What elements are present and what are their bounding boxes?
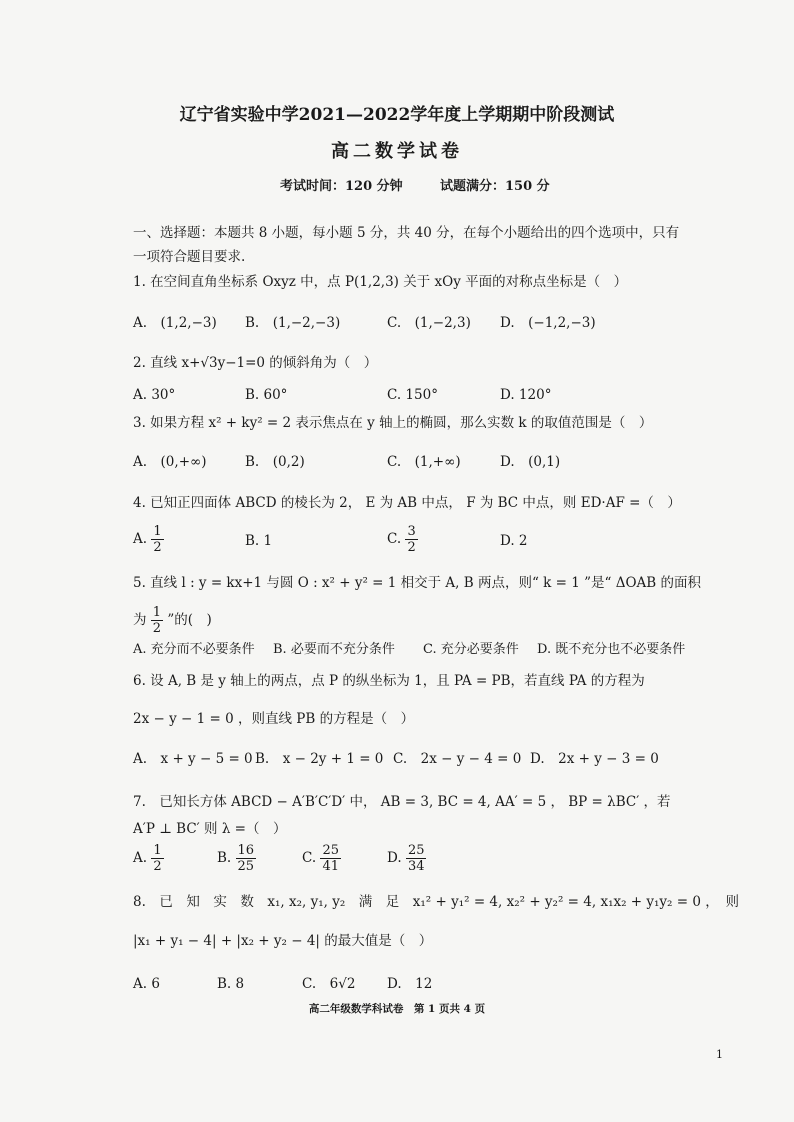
question-5-stem-line2	[133, 604, 212, 636]
page-footer: 高二年级数学科试卷 第 1 页共 4 页	[308, 1003, 486, 1015]
fraction	[320, 843, 341, 874]
question-8-stem-line2: |x₁ + y₁ − 4| + |x₂ + y₂ − 4| 的最大值是（ ）	[133, 933, 433, 949]
fraction-numerator: 3	[407, 524, 416, 539]
question-8-option-d: D. 12	[387, 976, 433, 992]
question-8-option-a: A. 6	[133, 976, 160, 992]
question-6-option-a: A. x + y − 5 = 0	[133, 751, 253, 767]
fraction	[405, 524, 417, 555]
fraction-denominator: 2	[407, 540, 416, 555]
question-7-option-d	[387, 843, 426, 874]
question-7-option-a	[133, 843, 164, 874]
option-label: D.	[387, 850, 402, 866]
fraction-denominator: 2	[152, 621, 162, 636]
fraction-denominator: 25	[237, 859, 255, 874]
question-3-option-a: A. (0,+∞)	[133, 454, 207, 470]
question-6-option-d: D. 2x + y − 3 = 0	[530, 751, 659, 767]
option-label: C.	[387, 531, 402, 547]
exam-score: 试题满分：150 分	[440, 179, 550, 194]
question-5-option-c: C. 充分必要条件	[423, 642, 519, 657]
fraction-numerator: 25	[407, 843, 425, 858]
question-7-option-b	[217, 843, 256, 874]
fraction-denominator: 2	[153, 859, 162, 874]
question-4-option-a	[133, 524, 164, 555]
stem-text: 为	[133, 612, 147, 628]
fraction	[151, 524, 163, 555]
question-6-stem-line2: 2x − y − 1 = 0 ，则直线 PB 的方程是（ ）	[133, 711, 415, 727]
section-intro-line1: 一、选择题：本题共 8 小题，每小题 5 分，共 40 分，在每个小题给出的四个选项中，只有	[133, 225, 680, 241]
question-3-stem: 3. 如果方程 x² + ky² = 2 表示焦点在 y 轴上的椭圆，那么实数 k 的取值范围是（ ）	[133, 415, 653, 431]
question-7-option-c	[302, 843, 341, 874]
option-label: A.	[133, 531, 148, 547]
question-6-option-c: C. 2x − y − 4 = 0	[393, 751, 522, 767]
stem-text: ”的( )	[167, 612, 212, 628]
question-3-option-d: D. (0,1)	[500, 454, 561, 470]
question-5-stem-line1: 5. 直线 l : y = kx+1 与圆 O : x² + y² = 1 相交于 A, B 两点，则“ k = 1 ”是“ ΔOAB 的面积	[133, 575, 701, 591]
question-2-stem: 2. 直线 x+√3y−1=0 的倾斜角为（ ）	[133, 355, 378, 371]
fraction-denominator: 2	[153, 540, 162, 555]
fraction-numerator: 25	[322, 843, 339, 858]
question-7-stem-line1: 7. 已知长方体 ABCD − A′B′C′D′ 中， AB = 3, BC = 4, AA′ = 5 ， BP = λBC′ ，若	[133, 794, 671, 810]
option-label: B.	[217, 850, 232, 866]
question-3-option-b: B. (0,2)	[245, 454, 305, 470]
fraction	[151, 605, 163, 636]
page-number: 1	[716, 1048, 723, 1061]
fraction-denominator: 34	[407, 859, 425, 874]
question-2-option-b: B. 60°	[245, 387, 288, 403]
question-7-stem-line2: A′P ⊥ BC′ 则 λ =（ ）	[133, 821, 287, 837]
question-1-option-c: C. (1,−2,3)	[387, 315, 471, 331]
question-4-option-b: B. 1	[245, 533, 273, 549]
fraction	[406, 843, 427, 874]
option-label: A.	[133, 850, 148, 866]
exam-time: 考试时间：120 分钟	[280, 179, 403, 194]
question-5-option-d: D. 既不充分也不必要条件	[537, 642, 686, 657]
fraction-numerator: 16	[237, 843, 255, 858]
question-5-option-a: A. 充分而不必要条件	[133, 642, 255, 657]
fraction-numerator: 1	[153, 843, 162, 858]
question-2-option-a: A. 30°	[133, 387, 176, 403]
fraction	[236, 843, 257, 874]
question-8-option-b: B. 8	[217, 976, 245, 992]
exam-subtitle: 高二数学试卷	[331, 141, 463, 162]
fraction-denominator: 41	[322, 859, 339, 874]
question-1-option-d: D. (−1,2,−3)	[500, 315, 596, 331]
question-4-option-c	[387, 524, 418, 555]
question-1-stem: 1. 在空间直角坐标系 Oxyz 中，点 P(1,2,3) 关于 xOy 平面的对称点坐标是（ ）	[133, 274, 628, 290]
question-5-option-b: B. 必要而不充分条件	[273, 642, 395, 657]
question-8-option-c: C. 6√2	[302, 976, 356, 992]
question-3-option-c: C. (1,+∞)	[387, 454, 461, 470]
question-4-option-d: D. 2	[500, 533, 528, 549]
exam-title: 辽宁省实验中学2021—2022学年度上学期期中阶段测试	[179, 105, 615, 125]
question-8-stem-line1: 8. 已 知 实 数 x₁, x₂, y₁, y₂ 满 足 x₁² + y₁² = 4, x₂² + y₂² = 4, x₁x₂ + y₁y₂ = 0 ， 则	[133, 894, 739, 910]
fraction	[151, 843, 163, 874]
fraction-numerator: 1	[153, 524, 162, 539]
question-4-stem: 4. 已知正四面体 ABCD 的棱长为 2， E 为 AB 中点， F 为 BC 中点，则 ED·AF =（ ）	[133, 495, 681, 511]
section-intro-line2: 一项符合题目要求.	[133, 249, 246, 265]
question-6-option-b: B. x − 2y + 1 = 0	[255, 751, 384, 767]
option-label: C.	[302, 850, 317, 866]
question-1-option-b: B. (1,−2,−3)	[245, 315, 341, 331]
question-6-stem-line1: 6. 设 A, B 是 y 轴上的两点，点 P 的纵坐标为 1，且 PA = PB，若直线 PA 的方程为	[133, 673, 645, 689]
question-1-option-a: A. (1,2,−3)	[133, 315, 217, 331]
question-2-option-c: C. 150°	[387, 387, 438, 403]
fraction-numerator: 1	[152, 605, 162, 620]
question-2-option-d: D. 120°	[500, 387, 552, 403]
